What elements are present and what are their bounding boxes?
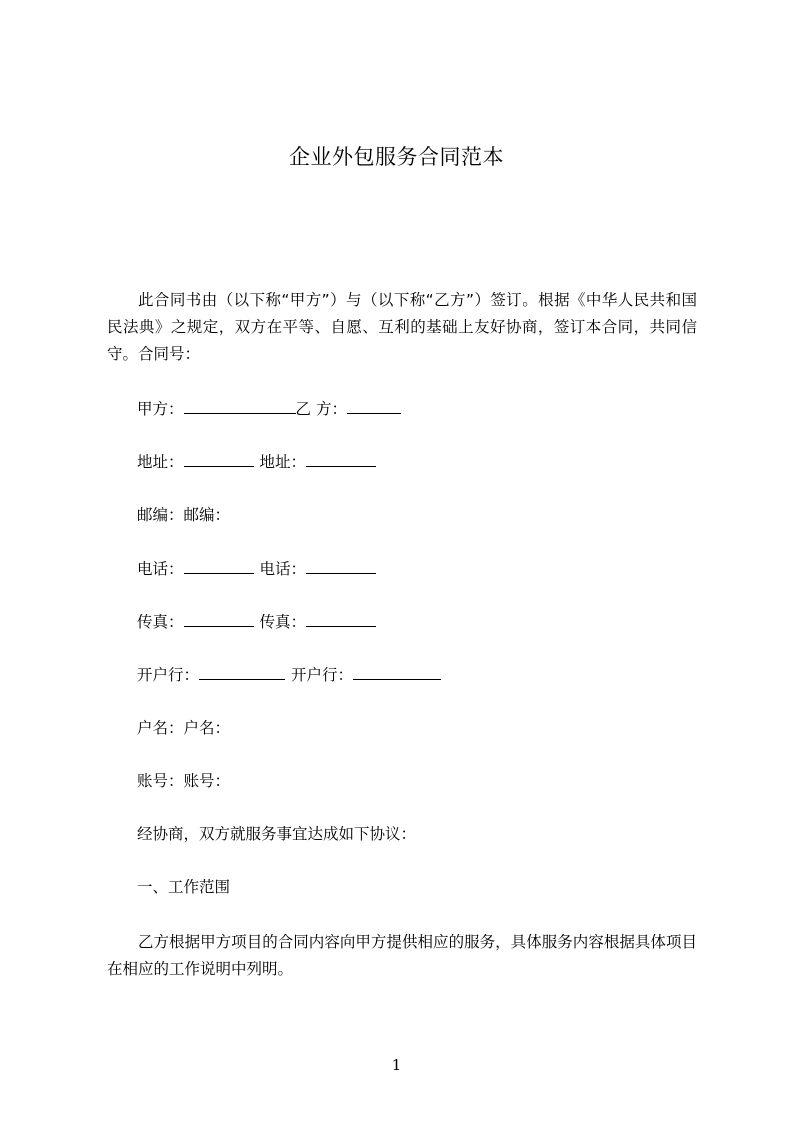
account-name-line: 户名：户名：	[137, 719, 231, 737]
phone-b-label: 电话：	[259, 560, 307, 578]
fax-line	[137, 612, 376, 632]
bank-a-label: 开户行：	[137, 666, 200, 684]
account-number-line: 账号：账号：	[137, 772, 231, 790]
party-a-blank	[184, 401, 296, 414]
fax-b-label: 传真：	[259, 613, 307, 631]
phone-line	[137, 559, 376, 579]
document-title: 企业外包服务合同范本	[289, 145, 504, 169]
phone-a-label: 电话：	[137, 560, 184, 578]
fax-b-blank	[306, 614, 376, 627]
address-b-blank	[306, 454, 376, 467]
agreement-statement: 经协商，双方就服务事宜达成如下协议：	[137, 825, 417, 843]
fax-a-label: 传真：	[137, 613, 184, 631]
fax-a-blank	[184, 614, 254, 627]
page-number: 1	[391, 1056, 402, 1074]
address-a-label: 地址：	[137, 453, 184, 471]
phone-b-blank	[306, 561, 376, 574]
party-b-blank	[347, 401, 401, 414]
intro-paragraph: 此合同书由（以下称“甲方”）与（以下称“乙方”）签订。根据《中华人民共和国民法典》之规定，双方在平等、自愿、互利的基础上友好协商，签订本合同，共同信守。合同号：	[107, 291, 697, 363]
address-line	[137, 452, 376, 472]
postcode-line: 邮编：邮编：	[137, 506, 231, 524]
bank-b-blank	[353, 667, 441, 680]
section-1-heading: 一、工作范围	[137, 878, 231, 896]
address-b-label: 地址：	[259, 453, 307, 471]
bank-line	[137, 665, 441, 685]
section-1-text: 乙方根据甲方项目的合同内容向甲方提供相应的服务，具体服务内容根据具体项目在相应的工作说明中列明。	[107, 933, 697, 978]
party-a-label: 甲方：	[137, 400, 184, 418]
party-line	[137, 399, 401, 419]
bank-a-blank	[199, 667, 285, 680]
phone-a-blank	[184, 561, 254, 574]
bank-b-label: 开户行：	[291, 666, 354, 684]
address-a-blank	[184, 454, 254, 467]
party-b-label: 乙 方：	[295, 400, 347, 418]
